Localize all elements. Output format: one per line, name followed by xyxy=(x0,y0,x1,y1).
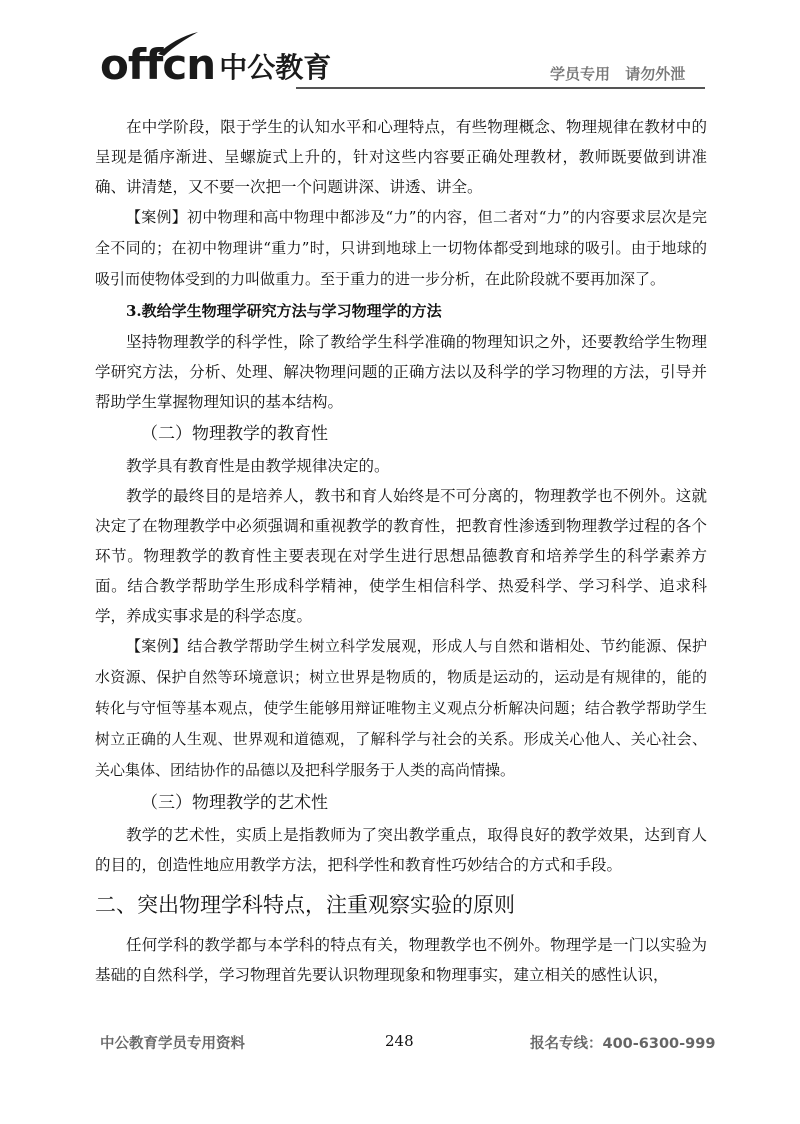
logo-latin-text: offcn xyxy=(100,40,216,89)
page-body xyxy=(95,112,707,990)
section-heading-2: （二）物理教学的教育性 xyxy=(141,424,328,444)
paragraph: 教学的艺术性，实质上是指教师为了突出教学重点，取得良好的教学效果，达到育人的目的，创造性地应用教学方法，把科学性和教育性巧妙结合的方式和手段。 xyxy=(95,826,707,874)
section-heading-1: 二、突出物理学科特点，注重观察实验的原则 xyxy=(95,893,515,917)
section-heading-3: 3.教给学生物理学研究方法与学习物理学的方法 xyxy=(126,302,442,320)
header-confidential-tag: 学员专用 请勿外泄 xyxy=(550,65,686,83)
paragraph: 任何学科的教学都与本学科的特点有关，物理教学也不例外。物理学是一门以实验为基础的自然科学，学习物理首先要认识物理现象和物理事实，建立相关的感性认识， xyxy=(95,936,707,984)
footer-source: 中公教育学员专用资料 xyxy=(100,1036,245,1052)
paragraph: 教学的最终目的是培养人，教书和育人始终是不可分离的，物理教学也不例外。这就决定了在物理教学中必须强调和重视教学的教育性，把教育性渗透到物理教学过程的各个环节。物理教学的教育性主要表现在对学生进行思想品德教育和培养学生的科学素养方面。结合教学帮助学生形成科学精神，使学生相信科学、热爱科学、学习科学、追求科学，养成实事求是的科学态度。 xyxy=(95,487,707,625)
paragraph: 坚持物理教学的科学性，除了教给学生科学准确的物理知识之外，还要教给学生物理学研究方法，分析、处理、解决物理问题的正确方法以及科学的学习物理的方法，引导并帮助学生掌握物理知识的基本结构。 xyxy=(95,333,707,411)
page-number: 248 xyxy=(385,1032,414,1050)
logo-chinese-text: 中公教育 xyxy=(219,51,332,84)
case-example: 【案例】初中物理和高中物理中都涉及“力”的内容，但二者对“力”的内容要求层次是完全不同的；在初中物理讲“重力”时，只讲到地球上一切物体都受到地球的吸引。由于地球的吸引而使物体受到的力叫做重力。至于重力的进一步分析，在此阶段就不要再加深了。 xyxy=(95,208,707,288)
logo-swoosh-icon xyxy=(156,30,200,56)
paragraph: 在中学阶段，限于学生的认知水平和心理特点，有些物理概念、物理规律在教材中的呈现是循序渐进、呈螺旋式上升的，针对这些内容要正确处理教材，教师既要做到讲准确、讲清楚，又不要一次把一个问题讲深、讲透、讲全。 xyxy=(95,118,707,196)
case-example: 【案例】结合教学帮助学生树立科学发展观，形成人与自然和谐相处、节约能源、保护水资源、保护自然等环境意识；树立世界是物质的，物质是运动的，运动是有规律的，能的转化与守恒等基本观点，使学生能够用辩证唯物主义观点分析解决问题；结合教学帮助学生树立正确的人生观、世界观和道德观，了解科学与社会的关系。形成关心他人、关心社会、关心集体、团结协作的品德以及把科学服务于人类的高尚情操。 xyxy=(95,637,707,779)
paragraph: 教学具有教育性是由教学规律决定的。 xyxy=(126,457,390,475)
section-heading-2: （三）物理教学的艺术性 xyxy=(141,793,328,813)
page-header xyxy=(0,0,800,100)
header-divider xyxy=(296,87,705,89)
offcn-logo xyxy=(100,40,332,89)
footer-hotline: 报名专线：400-6300-999 xyxy=(530,1036,716,1052)
